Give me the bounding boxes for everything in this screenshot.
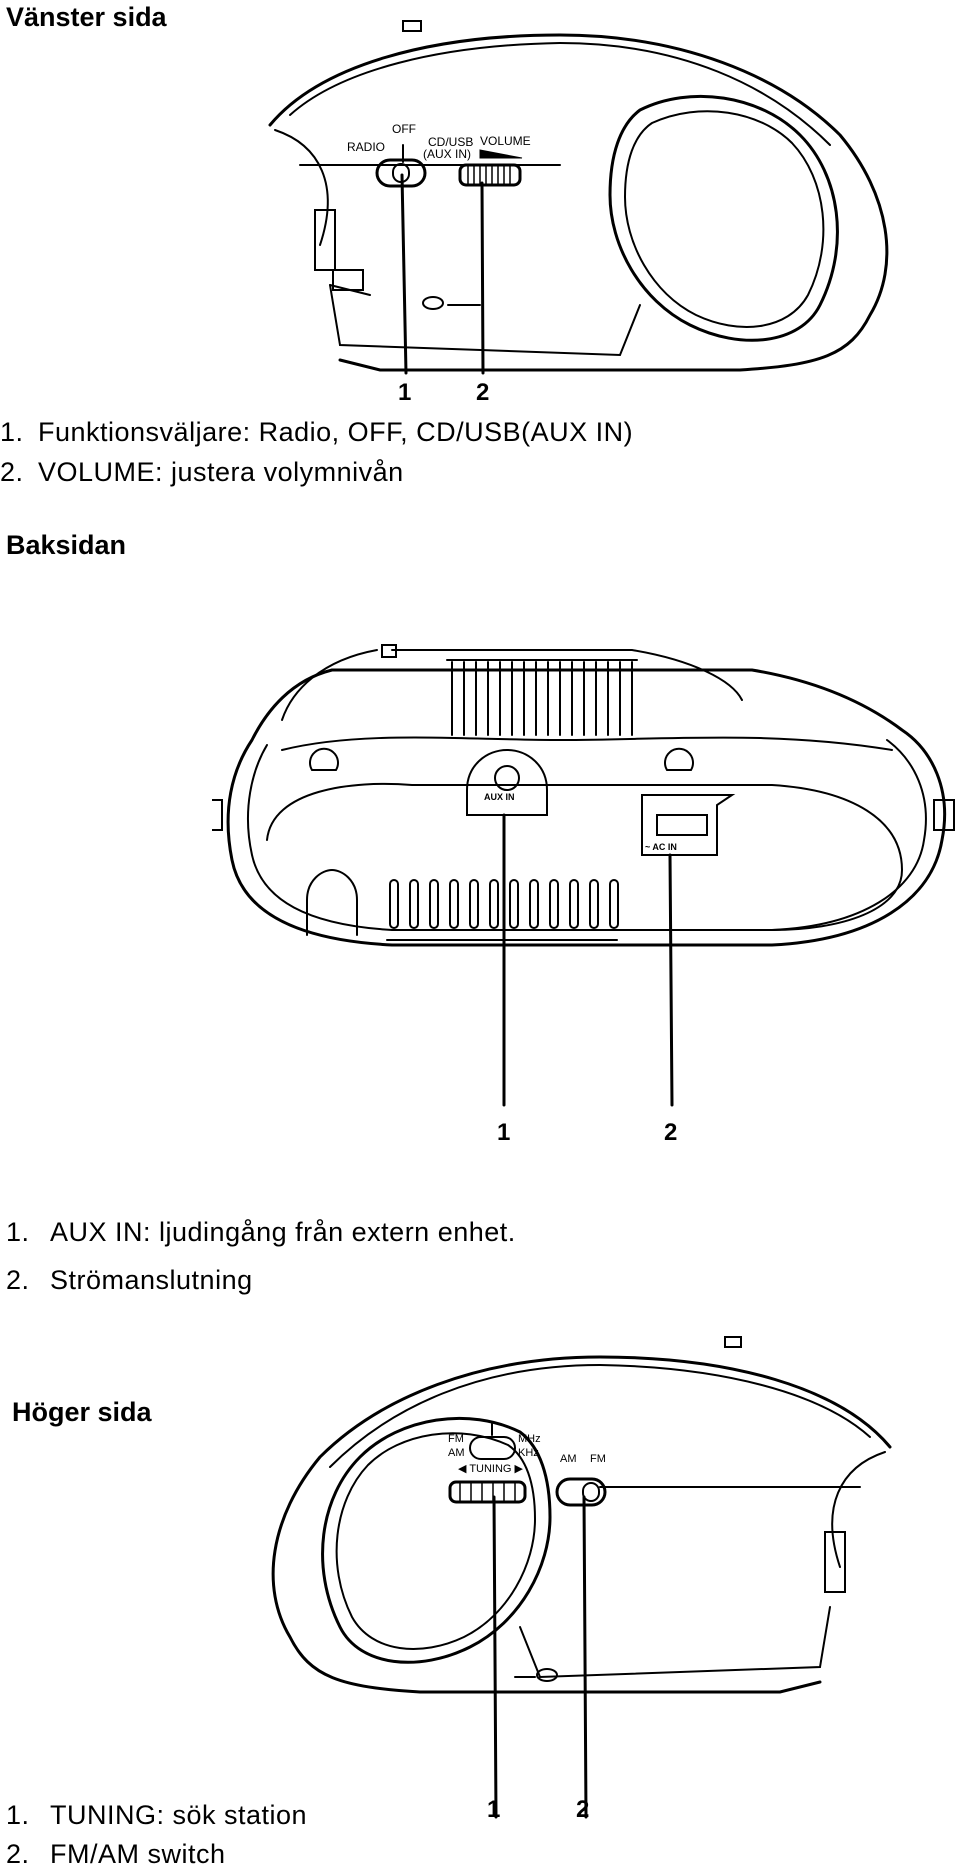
list-item	[0, 457, 404, 488]
list-text: Strömanslutning	[50, 1265, 253, 1295]
list-item	[0, 1217, 516, 1248]
figure-back-side	[212, 640, 960, 1160]
label-tuning: ◀ TUNING ▶	[458, 1463, 523, 1475]
label-mhz: MHz	[518, 1433, 541, 1445]
list-number: 2.	[6, 1839, 30, 1869]
list-item	[0, 1839, 226, 1870]
callout-2-right: 2	[576, 1796, 590, 1823]
label-am-switch: AM	[560, 1453, 577, 1465]
list-number: 2.	[0, 457, 24, 487]
list-item	[0, 417, 633, 448]
label-aux-in: (AUX IN)	[423, 147, 471, 161]
figure-left-side	[260, 15, 900, 465]
list-text: AUX IN: ljudingång från extern enhet.	[50, 1217, 516, 1247]
callout-1-back: 1	[497, 1119, 511, 1146]
heading-left-side: Vänster sida	[6, 2, 167, 32]
label-fm-switch: FM	[590, 1453, 606, 1465]
label-khz: KHz	[518, 1447, 539, 1459]
callout-2-back: 2	[664, 1119, 678, 1146]
label-volume: VOLUME	[480, 134, 531, 148]
list-number: 1.	[6, 1217, 30, 1247]
left-side-drawing	[260, 15, 900, 465]
list-item	[0, 1265, 253, 1296]
list-text: FM/AM switch	[50, 1839, 226, 1869]
list-number: 1.	[0, 417, 24, 447]
list-item	[0, 1800, 307, 1831]
label-aux-in-port: AUX IN	[484, 792, 515, 802]
list-text: TUNING: sök station	[50, 1800, 308, 1830]
right-side-drawing	[260, 1332, 900, 1822]
back-side-drawing	[212, 640, 960, 1160]
callout-1-left: 1	[398, 379, 412, 406]
list-text: VOLUME: justera volymnivån	[38, 457, 404, 487]
list-text: Funktionsväljare: Radio, OFF, CD/USB(AUX IN)	[38, 417, 634, 447]
label-fm: FM	[448, 1433, 464, 1445]
callout-2-left: 2	[476, 379, 490, 406]
heading-back-side: Baksidan	[6, 530, 127, 560]
figure-right-side	[260, 1332, 900, 1822]
label-radio: RADIO	[347, 140, 386, 154]
label-ac-in: ~ AC IN	[645, 842, 677, 852]
label-cd-usb: CD/USB	[428, 135, 474, 149]
callout-1-right: 1	[487, 1796, 501, 1823]
list-number: 1.	[6, 1800, 30, 1830]
list-number: 2.	[6, 1265, 30, 1295]
heading-right-side: Höger sida	[12, 1397, 152, 1427]
label-am: AM	[448, 1447, 465, 1459]
label-off: OFF	[392, 122, 416, 136]
